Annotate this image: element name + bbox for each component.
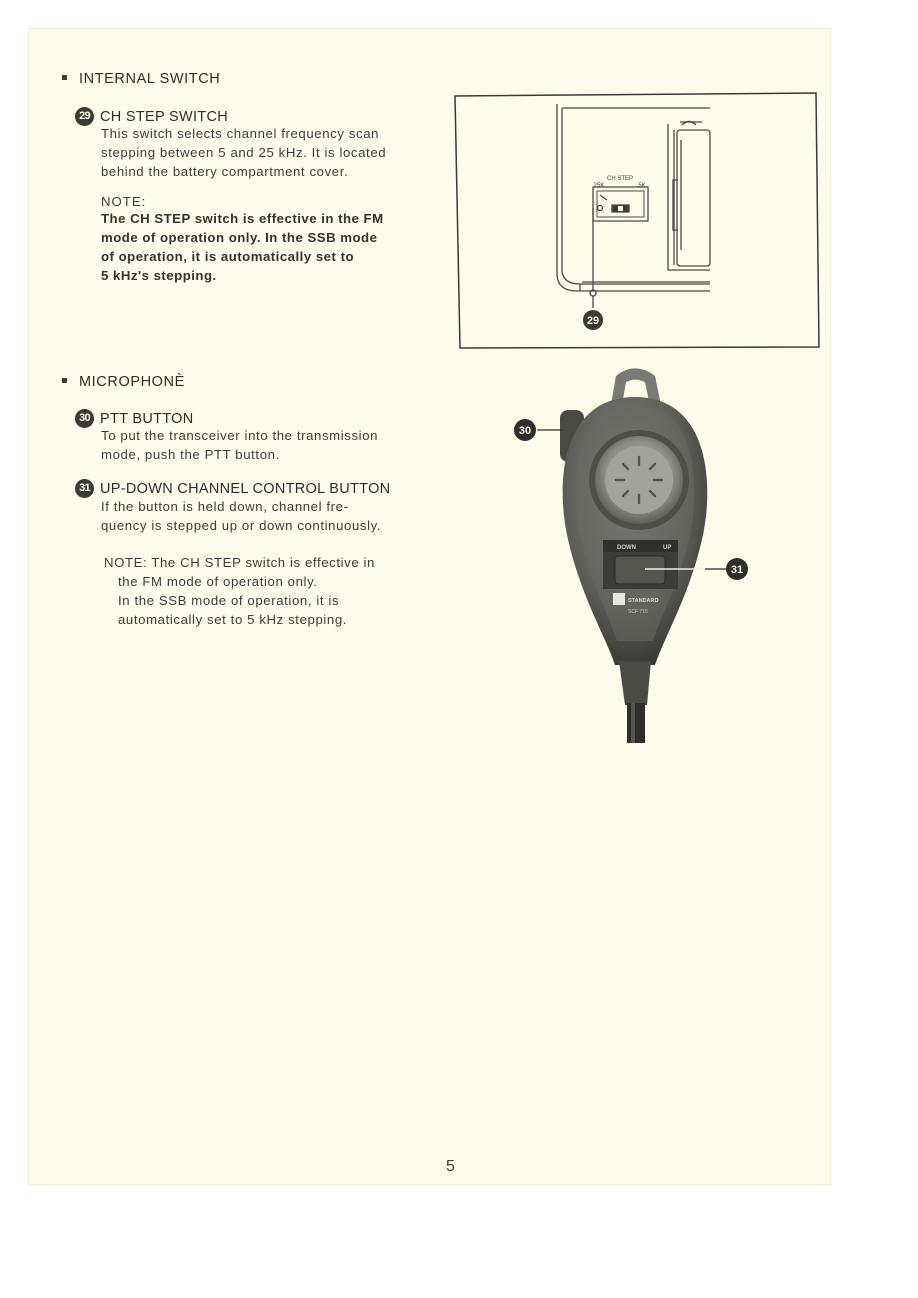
note-line: automatically set to 5 kHz stepping. [118,612,348,627]
ch-step-switch-figure [452,90,824,352]
note-line: mode of operation only. In the SSB mode [101,230,378,245]
note-line: In the SSB mode of operation, it is [118,593,340,608]
up-down-rocker-icon [615,556,665,584]
text-line: quency is stepped up or down continuously. [101,518,382,533]
ptt-button-label: PTT BUTTON [100,410,194,427]
figure-5k-label: 5K [638,183,646,189]
section-heading-microphone [62,374,185,390]
up-down-button-description [101,497,414,535]
up-down-button-label: UP-DOWN CHANNEL CONTROL BUTTON [100,480,391,497]
microphone-heading: MICROPHONÈ [79,374,185,390]
model-label: SCF 715 [628,609,648,615]
figure-25k-label: 25K [593,183,605,189]
figure-callout-29: 29 [586,315,600,327]
down-label: DOWN [617,545,636,551]
ptt-button-description [101,426,412,464]
up-label: UP [663,545,672,551]
ch-step-note [101,209,412,285]
internal-switch-heading: INTERNAL SWITCH [79,71,221,87]
microphone-figure [505,365,765,750]
text-line: To put the transceiver into the transmission [101,428,379,443]
note-line: NOTE: The CH STEP switch is effective in [104,555,375,570]
bullet-icon [62,378,67,383]
note-line: of operation, it is automatically set to [101,249,355,264]
callout-number-icon: 31 [75,479,94,498]
figure-callout-31: 31 [730,564,744,576]
microphone-note [104,553,415,629]
text-line: This switch selects channel frequency scan [101,126,380,141]
ch-step-switch-label: CH STEP SWITCH [100,108,228,125]
up-down-button-title [75,479,390,498]
text-line: stepping between 5 and 25 kHz. It is located [101,145,387,160]
section-heading-internal-switch [62,71,220,87]
text-line: If the button is held down, channel fre- [101,499,349,514]
note-line: the FM mode of operation only. [118,574,318,589]
page-number: 5 [446,1158,455,1175]
text-line: behind the battery compartment cover. [101,164,349,179]
figure-callout-30: 30 [518,425,532,437]
note-line: 5 kHz's stepping. [101,268,217,283]
ch-step-switch-description [101,124,412,181]
note-line: The CH STEP switch is effective in the FM [101,211,384,226]
bullet-icon [62,75,67,80]
callout-number-icon: 29 [75,107,94,126]
text-line: mode, push the PTT button. [101,447,280,462]
callout-number-icon: 30 [75,409,94,428]
ch-step-figure-label: CH STEP [606,176,634,182]
note-label: NOTE: [101,194,147,209]
brand-label: STANDARD [628,598,659,604]
